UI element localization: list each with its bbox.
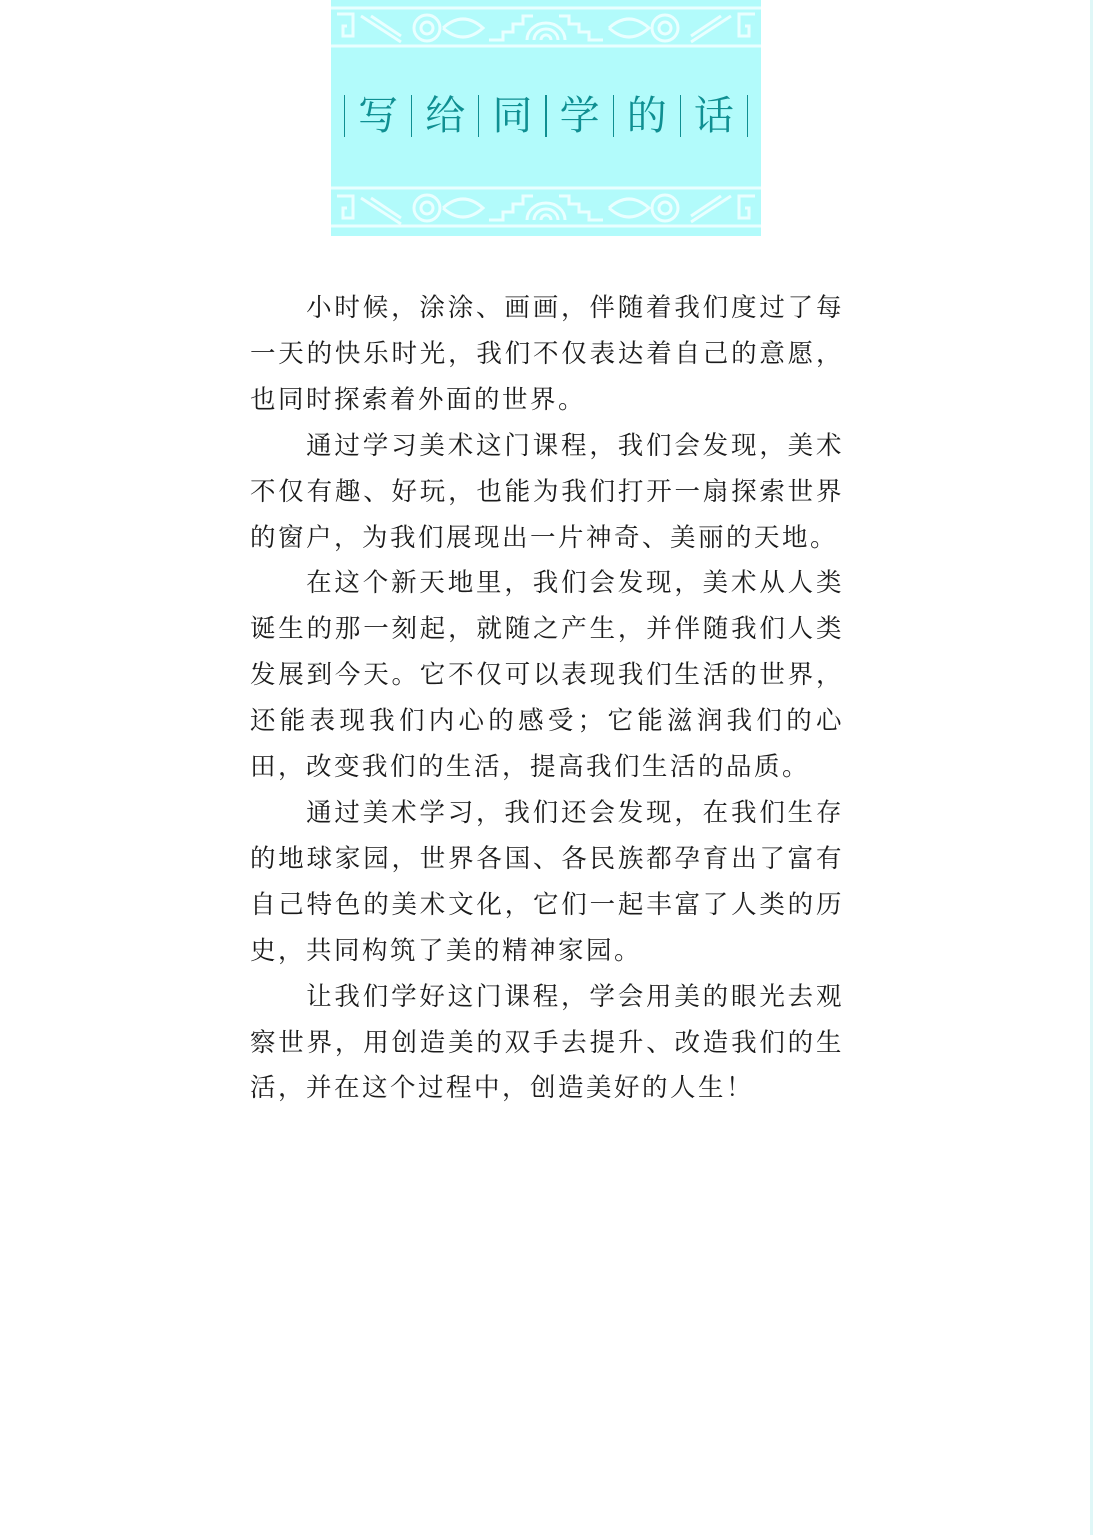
paragraph: 通过学习美术这门课程，我们会发现，美术不仅有趣、好玩，也能为我们打开一扇探索世界的窗户，为我们展现出一片神奇、美丽的天地。 [250, 430, 844, 553]
title-char: 同 [492, 93, 533, 139]
paragraph: 通过美术学习，我们还会发现，在我们生存的地球家园，世界各国、各民族都孕育出了富有自己特色的美术文化，它们一起丰富了人类的历史，共同构筑了美的精神家园。 [250, 797, 844, 966]
paragraph: 在这个新天地里，我们会发现，美术从人类诞生的那一刻起，就随之产生，并伴随我们人类发展到今天。它不仅可以表现我们生活的世界，还能表现我们内心的感受；它能滋润我们的心田，改变我们的生活，提高我们生活的品质。 [250, 568, 844, 783]
title-char: 的 [626, 93, 667, 139]
title-banner [331, 0, 761, 236]
paragraph: 小时候，涂涂、画画，伴随着我们度过了每一天的快乐时光，我们不仅表达着自己的意愿，也同时探索着外面的世界。 [250, 293, 844, 415]
ornament-band-bottom [331, 182, 761, 234]
title-char: 给 [425, 93, 466, 139]
letter-body [250, 286, 844, 1112]
paragraph: 让我们学好这门课程，学会用美的眼光去观察世界，用创造美的双手去提升、改造我们的生活，并在这个过程中，创造美好的人生！ [250, 981, 844, 1104]
title-divider [680, 95, 681, 137]
title-divider [613, 95, 614, 137]
title-divider [747, 95, 748, 137]
title-char: 学 [559, 93, 600, 139]
title-char: 写 [358, 93, 399, 139]
page-title [331, 88, 761, 144]
ornament-band-top [331, 0, 761, 52]
title-divider [411, 95, 412, 137]
title-char: 话 [693, 93, 734, 139]
fret-pattern-top [331, 0, 761, 52]
title-divider [545, 95, 546, 137]
title-divider [478, 95, 479, 137]
fret-pattern-bottom [331, 182, 761, 234]
title-divider [344, 95, 345, 137]
